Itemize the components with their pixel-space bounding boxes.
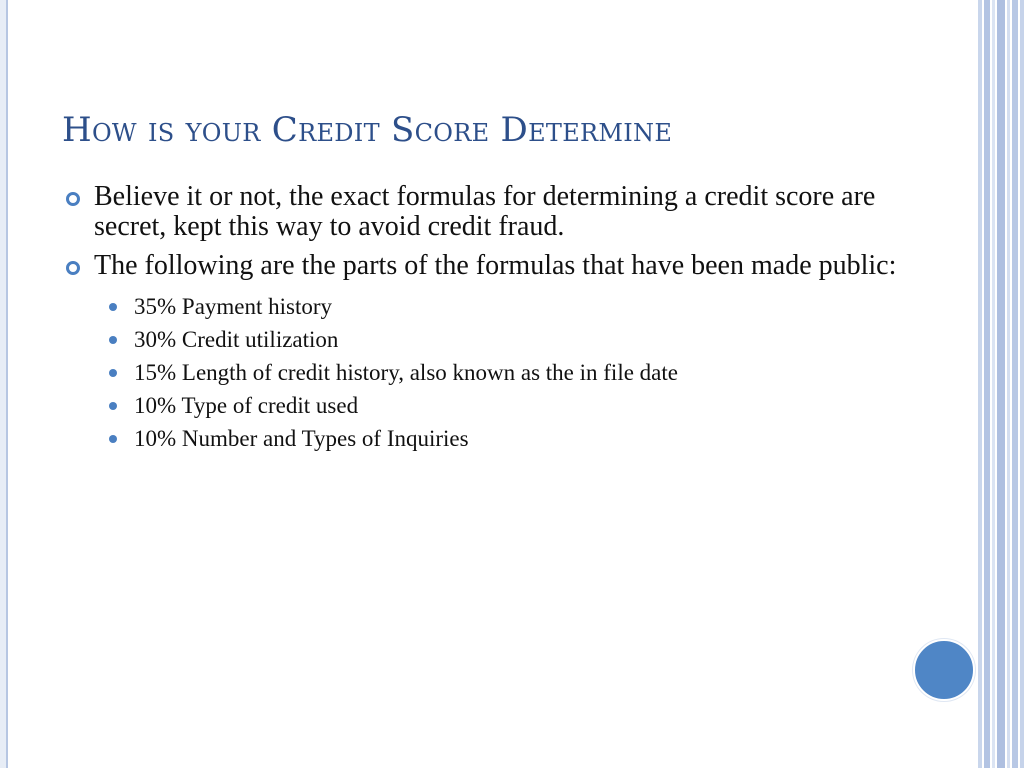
filled-dot-icon: [109, 336, 117, 344]
filled-dot-icon: [109, 369, 117, 377]
sub-bullet-text: 35% Payment history: [134, 294, 333, 319]
sub-bullet-text: 15% Length of credit history, also known as the in file date: [134, 360, 678, 385]
slide-title: How is your Credit Score Determine: [62, 110, 673, 150]
sub-bullet-item: [102, 323, 912, 356]
stripe: [1007, 0, 1010, 768]
stripe: [992, 0, 995, 768]
stripe: [984, 0, 990, 768]
hollow-circle-icon: [66, 261, 80, 275]
bullet-text: Believe it or not, the exact formulas for determining a credit score are secret, kept this way to avoid credit fraud.: [94, 181, 876, 242]
sub-bullet-item: [102, 422, 912, 455]
sub-bullet-text: 30% Credit utilization: [134, 327, 339, 352]
bullet-item: [62, 182, 912, 242]
stripe: [997, 0, 1005, 768]
right-stripes-decoration: [978, 0, 1024, 768]
sub-bullet-item: [102, 290, 912, 323]
left-border-decoration: [0, 0, 8, 768]
sub-bullet-text: 10% Type of credit used: [134, 393, 359, 418]
stripe: [978, 0, 982, 768]
filled-dot-icon: [109, 435, 117, 443]
sub-bullet-text: 10% Number and Types of Inquiries: [134, 426, 469, 451]
bullet-text: The following are the parts of the formulas that have been made public:: [94, 250, 897, 281]
bullet-item: [62, 251, 912, 281]
hollow-circle-icon: [66, 192, 80, 206]
sub-bullet-item: [102, 356, 912, 389]
stripe: [1020, 0, 1024, 768]
sub-bullet-item: [102, 389, 912, 422]
filled-dot-icon: [109, 303, 117, 311]
slide-content: [62, 182, 912, 455]
filled-dot-icon: [109, 402, 117, 410]
blue-circle-decoration: [913, 639, 975, 701]
stripe: [1012, 0, 1018, 768]
sub-bullet-list: [102, 290, 912, 455]
